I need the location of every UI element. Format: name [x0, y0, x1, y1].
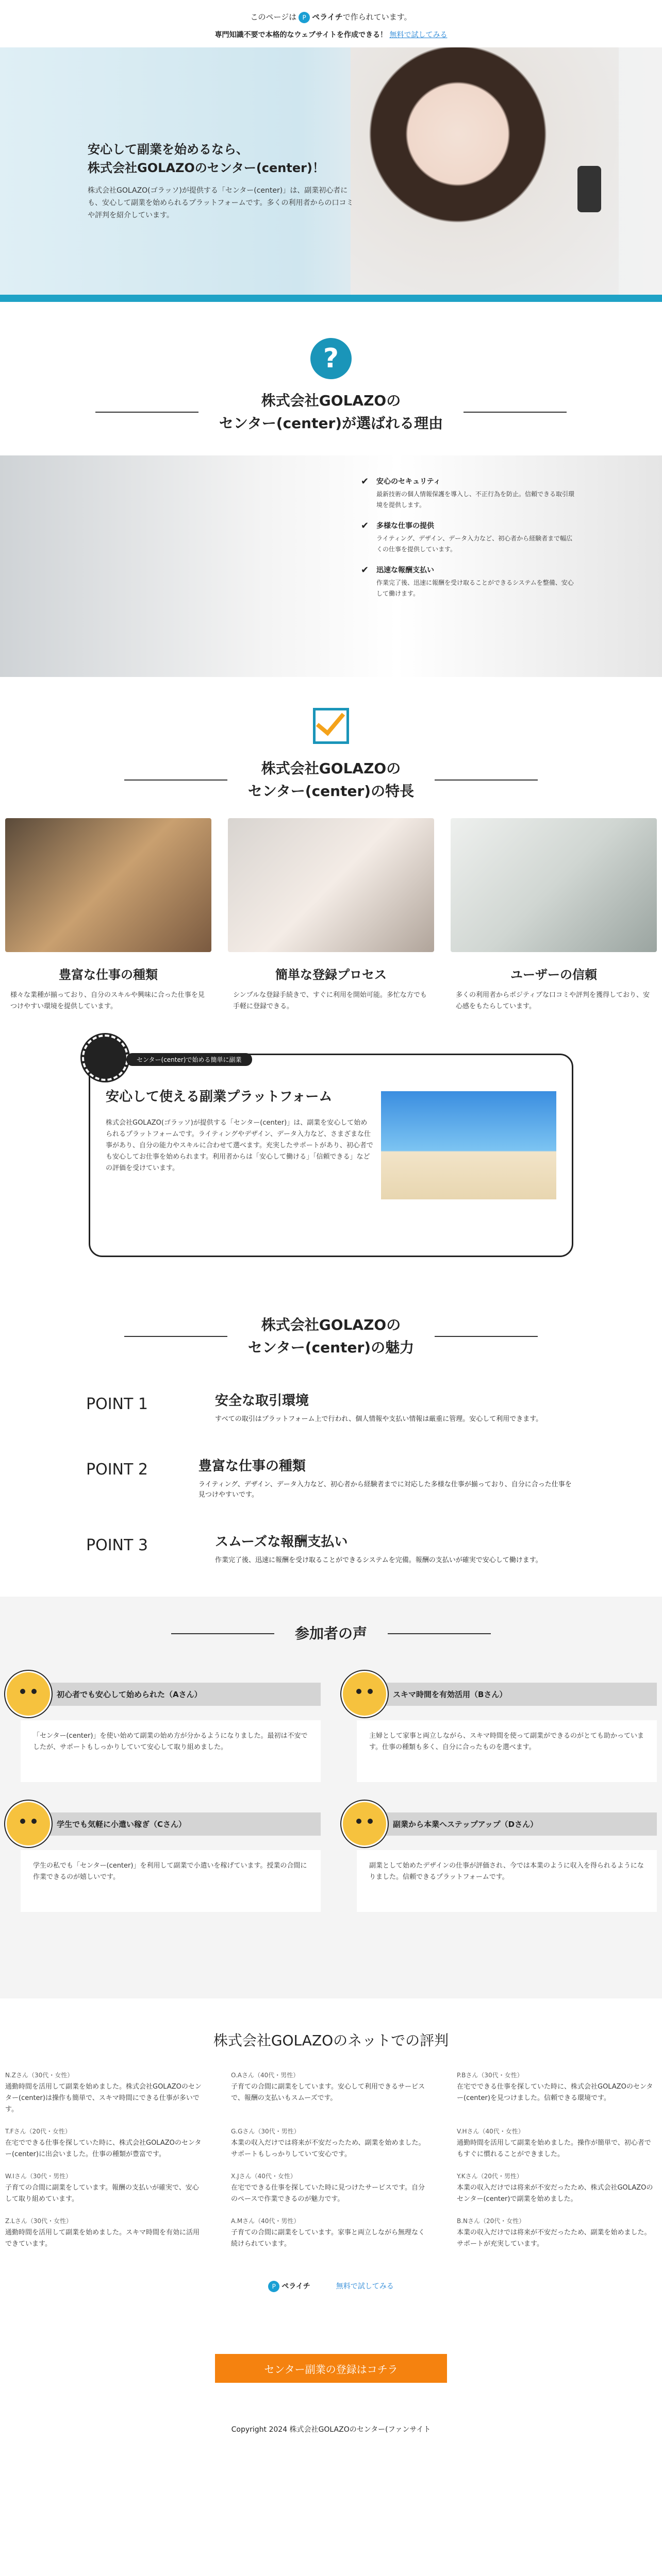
features-title-1: 株式会社GOLAZOの [261, 760, 401, 777]
divider-line [95, 412, 198, 413]
features-section [0, 708, 662, 1257]
question-icon: ? [310, 338, 352, 379]
voice-card [5, 1671, 321, 1782]
voice-text: 「センター(center)」を使い始めて副業の始め方が分かるようになりました。最初は不安でしたが、サポートもしっかりしていて安心して取り組めました。 [21, 1720, 321, 1782]
voices-section [0, 1597, 662, 1998]
reviews-section [0, 2029, 662, 2292]
review-text: 本業の収入だけでは将来が不安だったため、副業を始めました。サポートもしっかりしていて安心です。 [231, 2139, 425, 2158]
review-item [231, 2127, 431, 2160]
divider-line [171, 1633, 274, 1634]
strip-try-free-link[interactable]: 無料で試してみる [336, 2282, 394, 2291]
review-author: A.Mさん（40代・男性） [231, 2217, 300, 2225]
hero-section [0, 47, 662, 295]
feature-image-office [451, 818, 657, 952]
review-item [5, 2127, 205, 2160]
why-title-2: センター(center)が選ばれる理由 [219, 415, 443, 432]
charm-section [0, 1314, 662, 1566]
smiley-face-icon [341, 1801, 388, 1847]
point-label: POINT 1 [86, 1395, 148, 1413]
voice-title: スキマ時間を有効活用（Bさん） [377, 1683, 657, 1706]
voice-text: 副業として始めたデザインの仕事が評価され、今では本業のように収入を得られるようになりました。信頼できるプラットフォームです。 [357, 1850, 657, 1912]
card-text: 株式会社GOLAZO(ゴラッソ)が提供する「センター(center)」は、副業を安心して始められるプラットフォームです。ライティングやデザイン、データ入力など、さまざまな仕事があり、自分の能力やスキルに合わせて選べます。充実したサポートがあり、初心者でも安心してお仕事を始められます。利用者からは「安心して働ける」「信頼できる」などの評価を受けています。 [106, 1119, 373, 1172]
voice-card [341, 1801, 657, 1912]
voice-title: 副業から本業へステップアップ（Dさん） [377, 1812, 657, 1836]
checkbox-icon [313, 708, 349, 744]
divider-line [124, 1336, 227, 1337]
feature-text: 様々な業種が揃っており、自分のスキルや興味に合った仕事を見つけやすい環境を提供しています。 [10, 991, 205, 1010]
feature-card [5, 818, 211, 1012]
reviews-title: 株式会社GOLAZOのネットでの評判 [213, 2032, 449, 2049]
smiley-face-icon [5, 1671, 52, 1717]
hero-divider [0, 295, 662, 302]
peraichi-logo-icon: P [268, 2281, 279, 2292]
feature-title: 豊富な仕事の種類 [59, 968, 158, 982]
point-text: ライティング、デザイン、データ入力など、初心者から経験者までに対応した多様な仕事が揃っており、自分に合った仕事を見つけやすいです。 [198, 1481, 572, 1499]
point-text: 作業完了後、迅速に報酬を受け取ることができるシステムを完備。報酬の支払いが確実で安心して働けます。 [215, 1556, 542, 1564]
card-tag: センター(center)で始める簡単に副業 [126, 1053, 252, 1066]
charm-title-1: 株式会社GOLAZOの [261, 1316, 401, 1333]
charm-title-2: センター(center)の魅力 [247, 1339, 415, 1356]
point-label: POINT 2 [86, 1461, 148, 1479]
peraichi-strip [0, 2281, 662, 2292]
review-item [457, 2172, 657, 2205]
review-author: T.Fさん（20代・女性） [5, 2128, 71, 2135]
review-item [457, 2127, 657, 2160]
point-item [86, 1531, 576, 1566]
banner-brand: ペライチ [312, 12, 343, 22]
review-item [231, 2172, 431, 2205]
feature-text: 多くの利用者からポジティブな口コミや評判を獲得しており、安心感をもたらしています。 [456, 991, 650, 1010]
voice-text: 主婦として家事と両立しながら、スキマ時間を使って副業ができるのがとても助かっています。仕事の種類も多く、自分に合ったものを選べます。 [357, 1720, 657, 1782]
review-author: Z.Lさん（30代・女性） [5, 2217, 72, 2225]
review-author: Y.Kさん（20代・男性） [457, 2173, 523, 2180]
footer-copyright: Copyright 2024 株式会社GOLAZOのセンター(ファンサイト [231, 2426, 431, 2434]
review-text: 子育ての合間に副業をしています。報酬の支払いが確実で、安心して取り組めています。 [5, 2184, 199, 2203]
platform-card [89, 1054, 573, 1257]
why-panel [0, 455, 662, 677]
review-item [5, 2071, 205, 2115]
why-item-title: ✔ 安心のセキュリティ [376, 478, 441, 486]
voice-text: 学生の私でも「センター(center)」を利用して副業で小遣いを稼げています。授業の合間に作業できるのが嬉しいです。 [21, 1850, 321, 1912]
why-title-1: 株式会社GOLAZOの [261, 392, 401, 409]
review-item [5, 2172, 205, 2205]
why-item-title: ✔ 迅速な報酬支払い [376, 566, 434, 574]
feature-image-woman [228, 818, 434, 952]
divider-line [124, 779, 227, 781]
review-text: 在宅でできる仕事を探していた時に見つけたサービスです。自分のペースで作業できるのが魅力です。 [231, 2184, 425, 2203]
why-item-text: 作業完了後、迅速に報酬を受け取ることができるシステムを整備、安心して働けます。 [376, 579, 574, 597]
banner-text-a: このページは [250, 12, 297, 22]
point-item [86, 1455, 576, 1500]
review-author: O.Aさん（40代・男性） [231, 2072, 300, 2079]
hero-body: 株式会社GOLAZO(ゴラッソ)が提供する「センター(center)」は、副業初心者にも、安心して副業を始められるプラットフォームです。多くの利用者からの口コミや評判を紹介しています。 [88, 187, 354, 219]
divider-line [464, 412, 567, 413]
card-title: 安心して使える副業プラットフォーム [106, 1089, 333, 1105]
review-text: 本業の収入だけでは将来が不安だったため、副業を始めました。サポートが充実しています。 [457, 2229, 651, 2248]
review-author: B.Nさん（20代・女性） [457, 2217, 525, 2225]
review-author: X.Jさん（40代・女性） [231, 2173, 296, 2180]
why-item-text: 最新技術の個人情報保護を導入し、不正行為を防止。信頼できる取引環境を提供します。 [376, 490, 575, 509]
why-section [0, 338, 662, 677]
why-item-text: ライティング、デザイン、データ入力など、初心者から経験者まで幅広くの仕事を提供しています。 [376, 535, 573, 553]
review-text: 通勤時間を活用して副業を始めました。スキマ時間を有効に活用できています。 [5, 2229, 200, 2248]
review-item [457, 2216, 657, 2250]
feature-card [228, 818, 434, 1012]
review-item [231, 2071, 431, 2115]
smiley-face-icon [341, 1671, 388, 1717]
try-free-link[interactable]: 無料で試してみる [389, 30, 448, 39]
why-item-title: ✔ 多様な仕事の提供 [376, 522, 434, 530]
divider-line [435, 779, 538, 781]
review-text: 在宅でできる仕事を探していた時に、株式会社GOLAZOのセンター(center)に出会いました。仕事の種類が豊富です。 [5, 2139, 202, 2158]
perach-banner [0, 0, 662, 47]
review-text: 子育ての合間に副業をしています。家事と両立しながら無理なく続けられています。 [231, 2229, 425, 2248]
review-text: 本業の収入だけでは将来が不安だったため、株式会社GOLAZOのセンター(center)で副業を始めました。 [457, 2184, 653, 2203]
voice-title: 学生でも気軽に小遣い稼ぎ（Cさん） [41, 1812, 321, 1836]
point-text: すべての取引はプラットフォーム上で行われ、個人情報や支払い情報は厳重に管理。安心して利用できます。 [215, 1415, 543, 1423]
review-text: 在宅でできる仕事を探していた時に、株式会社GOLAZOのセンター(center)を見つけました。信頼できる環境です。 [457, 2083, 653, 2102]
review-text: 子育ての合間に副業をしています。安心して利用できるサービスで、報酬の支払いもスムーズです。 [231, 2083, 425, 2102]
feature-card [451, 818, 657, 1012]
why-item [361, 565, 577, 599]
features-title-2: センター(center)の特長 [247, 783, 415, 800]
feature-title: ユーザーの信頼 [510, 968, 597, 982]
voice-card [5, 1801, 321, 1912]
point-title: スムーズな報酬支払い [215, 1534, 348, 1550]
register-cta-button[interactable]: センター副業の登録はコチラ [215, 2354, 447, 2383]
divider-line [388, 1633, 491, 1634]
review-author: P.Bさん（30代・女性） [457, 2072, 523, 2079]
feature-image-dog [5, 818, 211, 952]
peraichi-logo-icon: P [299, 12, 310, 23]
why-item [361, 520, 577, 554]
smartphone-image [577, 166, 601, 212]
why-item [361, 476, 577, 510]
review-text: 通勤時間を活用して副業を始めました。操作が簡単で、初心者でもすぐに慣れることができました。 [457, 2139, 651, 2158]
review-author: W.Iさん（30代・男性） [5, 2173, 72, 2180]
voice-card [341, 1671, 657, 1782]
strip-brand: ペライチ [282, 2282, 310, 2291]
review-author: N.Zさん（30代・女性） [5, 2072, 74, 2079]
beach-image [381, 1091, 556, 1199]
voice-title: 初心者でも安心して始められた（Aさん） [41, 1683, 321, 1706]
feature-title: 簡単な登録プロセス [275, 968, 387, 982]
badge-icon [82, 1035, 128, 1081]
feature-text: シンプルな登録手続きで、すぐに利用を開始可能。多忙な方でも手軽に登録できる。 [233, 991, 427, 1010]
banner-subtext: 専門知識不要で本格的なウェブサイトを作成できる！ [214, 30, 387, 39]
review-item [457, 2071, 657, 2115]
review-item [5, 2216, 205, 2250]
review-text: 通勤時間を活用して副業を始めました。株式会社GOLAZOのセンター(center)は操作も簡単で、スキマ時間にできる仕事が多いです。 [5, 2083, 202, 2113]
point-title: 安全な取引環境 [215, 1393, 309, 1409]
divider-line [435, 1336, 538, 1337]
point-title: 豊富な仕事の種類 [198, 1459, 306, 1474]
review-item [231, 2216, 431, 2250]
voices-title: 参加者の声 [294, 1625, 367, 1642]
hero-title: 安心して副業を始めるなら、 株式会社GOLAZOのセンター(center)！ [88, 142, 325, 175]
smiley-face-icon [5, 1801, 52, 1847]
review-author: V.Hさん（40代・女性） [457, 2128, 524, 2135]
banner-text-b: で作られています。 [342, 12, 412, 22]
cta-section [0, 2354, 662, 2383]
review-author: G.Gさん（30代・男性） [231, 2128, 300, 2135]
point-item [86, 1390, 576, 1425]
point-label: POINT 3 [86, 1536, 148, 1554]
